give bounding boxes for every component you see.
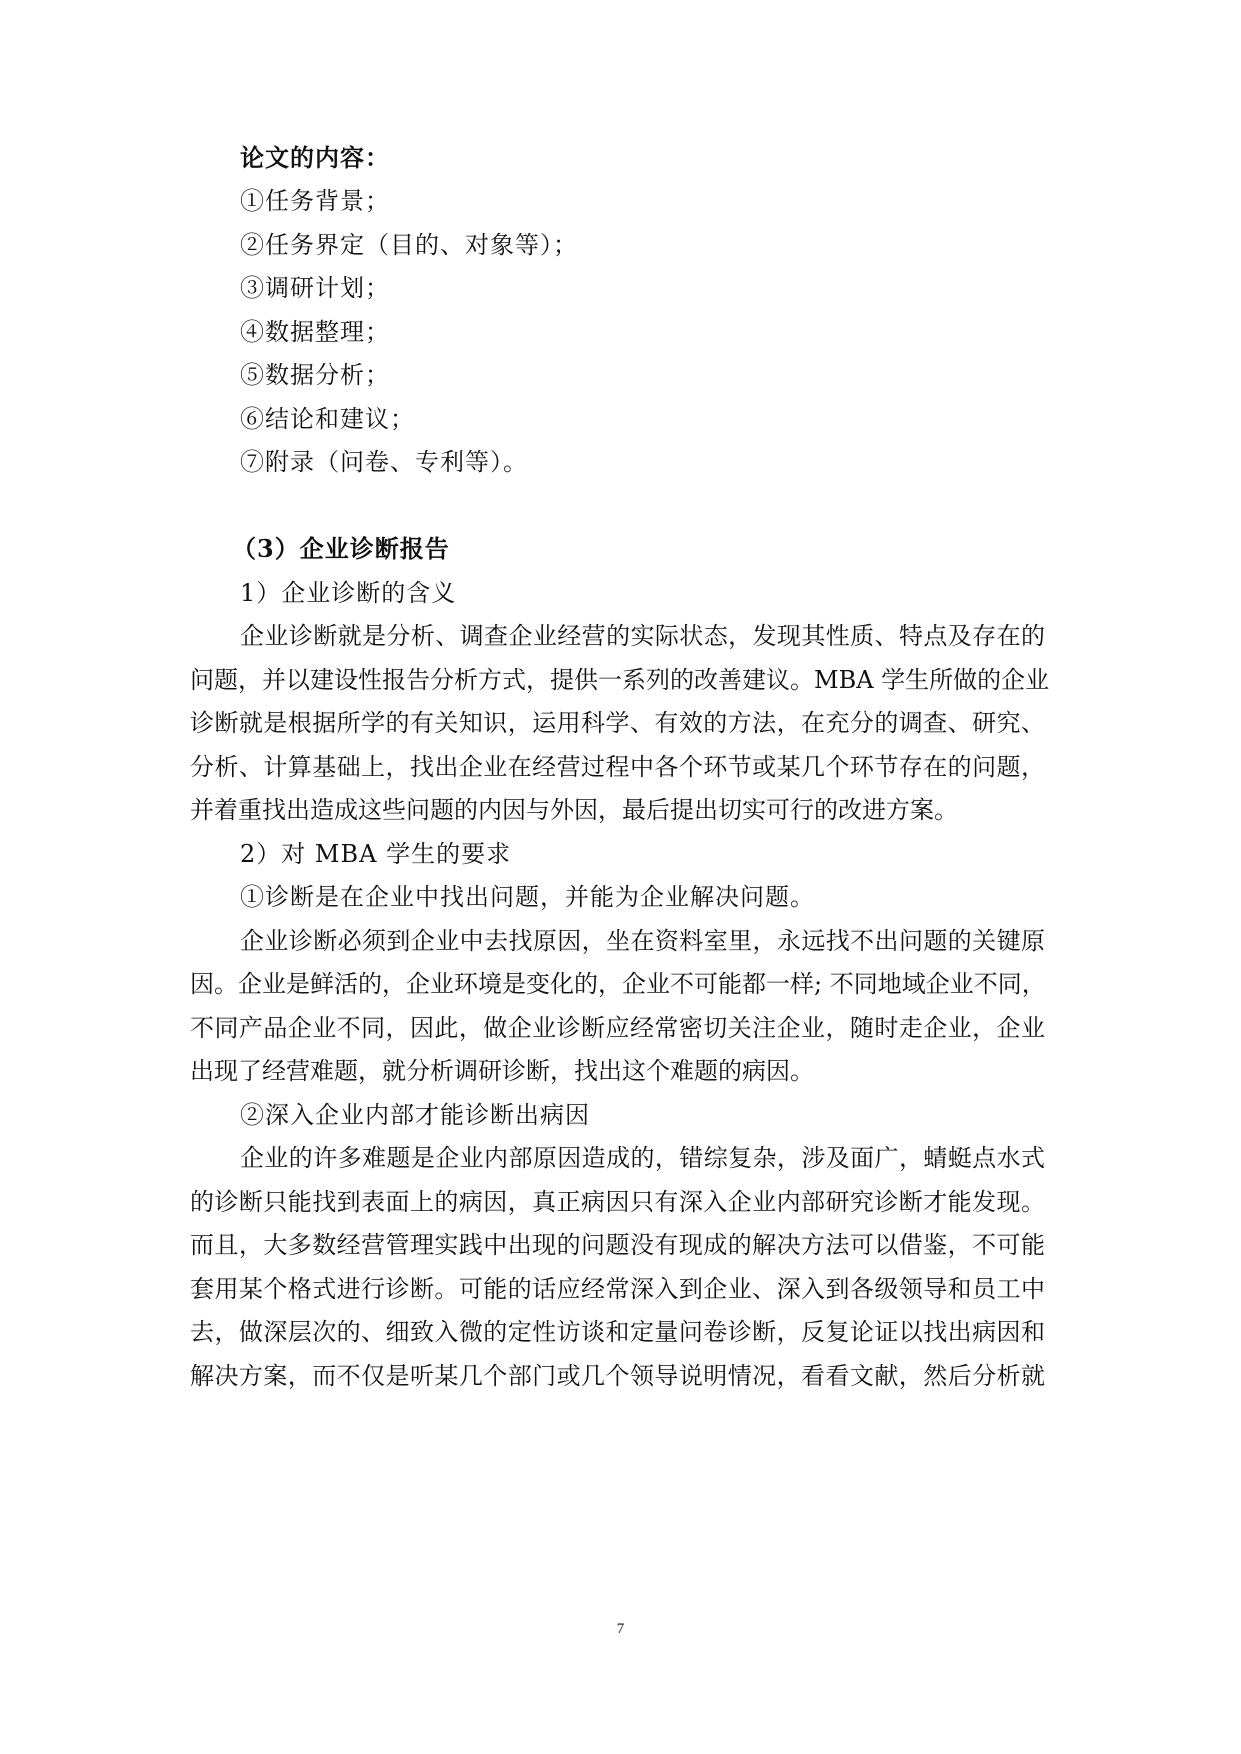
paragraph-line: 的诊断只能找到表面上的病因，真正病因只有深入企业内部研究诊断才能发现。 [190,1188,1045,1216]
thesis-content-heading: 论文的内容： [240,143,390,172]
paragraph-line: 不同产品企业不同，因此，做企业诊断应经常密切关注企业，随时走企业，企业 [190,1014,1045,1042]
subsection-title: 1）企业诊断的含义 [240,579,457,607]
paragraph-line: 问题，并以建设性报告分析方式，提供一系列的改善建议。MBA 学生所做的企业 [190,666,1050,694]
paragraph-line: 企业诊断就是分析、调查企业经营的实际状态，发现其性质、特点及存在的 [240,622,1045,650]
requirement-title: ①诊断是在企业中找出问题，并能为企业解决问题。 [240,883,815,911]
paragraph-line: 诊断就是根据所学的有关知识，运用科学、有效的方法，在充分的调查、研究、 [190,709,1045,737]
thesis-item: ⑦附录（问卷、专利等）。 [240,448,528,476]
thesis-item: ⑤数据分析； [240,361,390,389]
thesis-item: ①任务背景； [240,187,390,215]
paragraph-line: 企业诊断必须到企业中去找原因，坐在资料室里，永远找不出问题的关键原 [240,927,1045,955]
paragraph-line: 分析、计算基础上，找出企业在经营过程中各个环节或某几个环节存在的问题， [190,753,1045,781]
paragraph-line: 套用某个格式进行诊断。可能的话应经常深入到企业、深入到各级领导和员工中 [190,1275,1045,1303]
page-number: 7 [616,1621,625,1637]
thesis-item: ②任务界定（目的、对象等）； [240,231,578,259]
thesis-item: ④数据整理； [240,318,390,346]
paragraph-line: 企业的许多难题是企业内部原因造成的，错综复杂，涉及面广，蜻蜓点水式 [240,1144,1045,1172]
section-heading-diagnosis: （3）企业诊断报告 [232,534,450,563]
paragraph-line: 解决方案，而不仅是听某几个部门或几个领导说明情况，看看文献，然后分析就 [190,1362,1045,1390]
paragraph-line: 出现了经营难题，就分析调研诊断，找出这个难题的病因。 [190,1057,814,1085]
paragraph-line: 因。企业是鲜活的，企业环境是变化的，企业不可能都一样; 不同地域企业不同， [190,970,1046,998]
subsection-title: 2）对 MBA 学生的要求 [240,840,512,868]
thesis-item: ⑥结论和建议； [240,405,415,433]
paragraph-line: 并着重找出造成这些问题的内因与外因，最后提出切实可行的改进方案。 [190,796,958,824]
paragraph-line: 去，做深层次的、细致入微的定性访谈和定量问卷诊断，反复论证以找出病因和 [190,1318,1045,1346]
thesis-item: ③调研计划； [240,274,390,302]
paragraph-line: 而且，大多数经营管理实践中出现的问题没有现成的解决方法可以借鉴，不可能 [190,1231,1045,1259]
requirement-title: ②深入企业内部才能诊断出病因 [240,1101,590,1129]
